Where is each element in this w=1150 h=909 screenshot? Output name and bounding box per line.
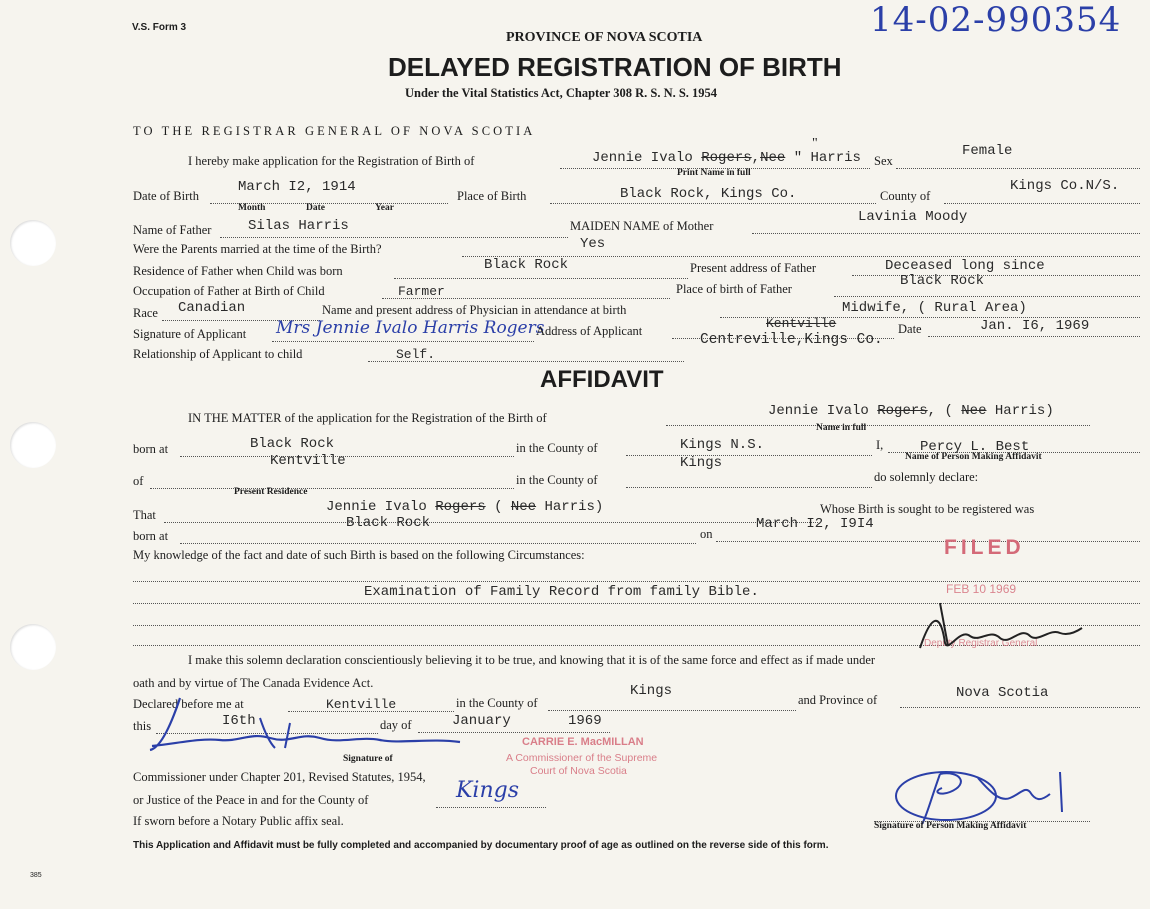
punch-hole-top xyxy=(10,220,56,266)
declared-value: Kentville xyxy=(326,697,397,712)
father-birth-label: Place of birth of Father xyxy=(676,282,792,296)
day-of-label: day of xyxy=(380,718,412,732)
commissioner-signature xyxy=(140,688,470,768)
father-value: Silas Harris xyxy=(248,218,349,234)
application-date: Jan. I6, 1969 xyxy=(980,318,1090,334)
physician-value: Midwife, ( Rural Area) xyxy=(842,300,1027,316)
in-county3-value: Kings xyxy=(630,683,673,699)
born-at-line xyxy=(180,456,514,457)
on-line xyxy=(716,541,1140,542)
month-note: Month xyxy=(238,203,266,213)
physician-label: Name and present address of Physician in attendance at birth xyxy=(322,303,627,317)
notary-label: If sworn before a Notary Public affix seal. xyxy=(133,814,344,828)
matter-line xyxy=(666,425,1090,426)
father-birth-line xyxy=(834,296,1140,297)
county-line xyxy=(944,203,1140,204)
present-residence-note: Present Residence xyxy=(234,487,308,497)
father-birth-value: Black Rock xyxy=(900,273,985,289)
affidavit-heading: AFFIDAVIT xyxy=(540,366,664,393)
of-line xyxy=(150,488,514,489)
form-number: V.S. Form 3 xyxy=(132,22,187,33)
address-label: Address of Applicant xyxy=(536,324,643,338)
present-address-label: Present address of Father xyxy=(690,261,817,275)
filed-date-stamp: FEB 10 1969 xyxy=(946,582,1017,596)
in-county-line xyxy=(626,455,872,456)
county-value: Kings Co.N/S. xyxy=(1010,178,1120,194)
present-address-line xyxy=(852,275,1140,276)
of-label: of xyxy=(133,474,144,488)
of-value: Kentville xyxy=(270,453,346,469)
commissioner-stamp-line1: A Commissioner of the Supreme xyxy=(506,752,658,764)
born-at2-value: Black Rock xyxy=(346,515,431,531)
address-struck: Kentville xyxy=(766,316,837,331)
married-label: Were the Parents married at the time of the Birth? xyxy=(133,242,382,256)
dob-label: Date of Birth xyxy=(133,189,199,203)
handwritten-file-number: 14-02-990354 xyxy=(870,0,1122,40)
declaration-text-2: oath and by virtue of The Canada Evidence Act. xyxy=(133,676,374,690)
relationship-value: Self. xyxy=(396,347,436,362)
i-label: I, xyxy=(876,438,884,452)
month-value: January xyxy=(452,713,511,729)
address-value: Centreville,Kings Co. xyxy=(700,332,883,348)
declare-label: do solemnly declare: xyxy=(874,470,979,484)
race-label: Race xyxy=(133,306,158,320)
occupation-value: Farmer xyxy=(398,284,445,299)
county-label: County of xyxy=(880,189,931,203)
affiant-name: Percy L. Best xyxy=(920,439,1030,455)
born-at2-label: born at xyxy=(133,529,169,543)
sex-line xyxy=(896,168,1140,169)
relationship-label: Relationship of Applicant to child xyxy=(133,347,303,361)
page-code: 385 xyxy=(30,872,42,879)
province-line xyxy=(900,707,1140,708)
quote-mark: " xyxy=(812,136,818,151)
place-label: Place of Birth xyxy=(457,189,527,203)
registrar-signature xyxy=(900,598,1090,658)
justice-label: or Justice of the Peace in and for the County of xyxy=(133,793,369,807)
affiant-note: Name of Person Making Affidavit xyxy=(905,452,1042,462)
whose-label: Whose Birth is sought to be registered was xyxy=(820,502,1035,516)
that-line xyxy=(164,522,818,523)
province-heading: PROVINCE OF NOVA SCOTIA xyxy=(506,30,703,45)
year-value: 1969 xyxy=(568,713,602,729)
province-label: and Province of xyxy=(798,693,878,707)
in-county3-label: in the County of xyxy=(456,696,538,710)
commissioner-stamp-name: CARRIE E. MacMILLAN xyxy=(522,736,644,748)
on-value: March I2, I9I4 xyxy=(756,516,874,532)
married-value: Yes xyxy=(580,236,606,252)
on-label: on xyxy=(700,527,713,541)
in-county2-label: in the County of xyxy=(516,473,598,487)
circumstance-value: Examination of Family Record from family Bible. xyxy=(364,584,759,600)
born-at-value: Black Rock xyxy=(250,436,335,452)
to-registrar-line: TO THE REGISTRAR GENERAL OF NOVA SCOTIA xyxy=(133,124,536,138)
mother-line xyxy=(752,233,1140,234)
footer-note: This Application and Affidavit must be fully completed and accompanied by documentary proof of age as outlined on the reverse side of this form. xyxy=(133,840,829,851)
sex-value: Female xyxy=(962,143,1013,159)
place-value: Black Rock, Kings Co. xyxy=(620,186,797,202)
declaration-text: I make this solemn declaration conscientiously believing it to be true, and knowing that it is of the same force and effect as if made under xyxy=(188,653,876,667)
race-value: Canadian xyxy=(178,300,246,316)
in-county3-line xyxy=(548,710,796,711)
knowledge-label: My knowledge of the fact and date of such Birth is based on the following Circumstances: xyxy=(133,548,585,562)
mother-value: Lavinia Moody xyxy=(858,209,968,225)
province-value: Nova Scotia xyxy=(956,685,1049,701)
residence-label: Residence of Father when Child was born xyxy=(133,264,343,278)
commissioner-label: Commissioner under Chapter 201, Revised Statutes, 1954, xyxy=(133,770,426,784)
this-label: this xyxy=(133,719,152,733)
that-name: Jennie Ivalo Rogers ( Nee Harris) xyxy=(326,499,604,515)
sex-label: Sex xyxy=(874,154,893,168)
residence-value: Black Rock xyxy=(484,257,569,273)
that-label: That xyxy=(133,508,156,522)
mother-label: MAIDEN NAME of Mother xyxy=(570,219,714,233)
occupation-label: Occupation of Father at Birth of Child xyxy=(133,284,325,298)
date-line xyxy=(928,336,1140,337)
present-address-value: Deceased long since xyxy=(885,258,1045,274)
place-line xyxy=(550,203,876,204)
filed-stamp: FILED xyxy=(944,536,1025,559)
intro-label: I hereby make application for the Registration of Birth of xyxy=(188,154,475,168)
in-county-label: in the County of xyxy=(516,441,598,455)
affiant-signature-note: Signature of Person Making Affidavit xyxy=(874,821,1027,831)
print-name-note: Print Name in full xyxy=(677,168,751,178)
form-title: DELAYED REGISTRATION OF BIRTH xyxy=(388,52,842,82)
father-label: Name of Father xyxy=(133,223,212,237)
applicant-name: Jennie Ivalo Rogers,Nee " Harris xyxy=(592,150,861,166)
day-value: I6th xyxy=(222,713,256,729)
in-county2-value: Kings xyxy=(680,455,723,471)
matter-name: Jennie Ivalo Rogers, ( Nee Harris) xyxy=(768,403,1054,419)
name-in-full-note: Name in full xyxy=(816,423,867,433)
date-label: Date xyxy=(898,322,922,336)
signature-label: Signature of Applicant xyxy=(133,327,247,341)
born-at-label: born at xyxy=(133,442,169,456)
in-county2-line xyxy=(626,487,872,488)
date-note: Date xyxy=(306,203,325,213)
form-subtitle: Under the Vital Statistics Act, Chapter 308 R. S. N. S. 1954 xyxy=(405,86,718,100)
affiant-signature xyxy=(890,762,1090,828)
signature-line xyxy=(272,341,534,342)
year-note: Year xyxy=(375,203,394,213)
punch-hole-bottom xyxy=(10,624,56,670)
declared-label: Declared before me at xyxy=(133,697,244,711)
justice-county-value: Kings xyxy=(456,778,520,803)
justice-line xyxy=(436,807,546,808)
residence-line xyxy=(394,278,688,279)
commissioner-stamp-line2: Court of Nova Scotia xyxy=(530,765,627,777)
dob-value: March I2, 1914 xyxy=(238,179,356,195)
applicant-signature: Mrs Jennie Ivalo Harris Rogers xyxy=(276,318,545,338)
signature-of-note: Signature of xyxy=(343,754,393,764)
punch-hole-middle xyxy=(10,422,56,468)
deputy-registrar-stamp: Deputy Registrar General xyxy=(924,638,1038,649)
father-line xyxy=(220,237,568,238)
matter-label: IN THE MATTER of the application for the Registration of the Birth of xyxy=(188,411,547,425)
born-at2-line xyxy=(180,543,696,544)
in-county-value: Kings N.S. xyxy=(680,437,765,453)
